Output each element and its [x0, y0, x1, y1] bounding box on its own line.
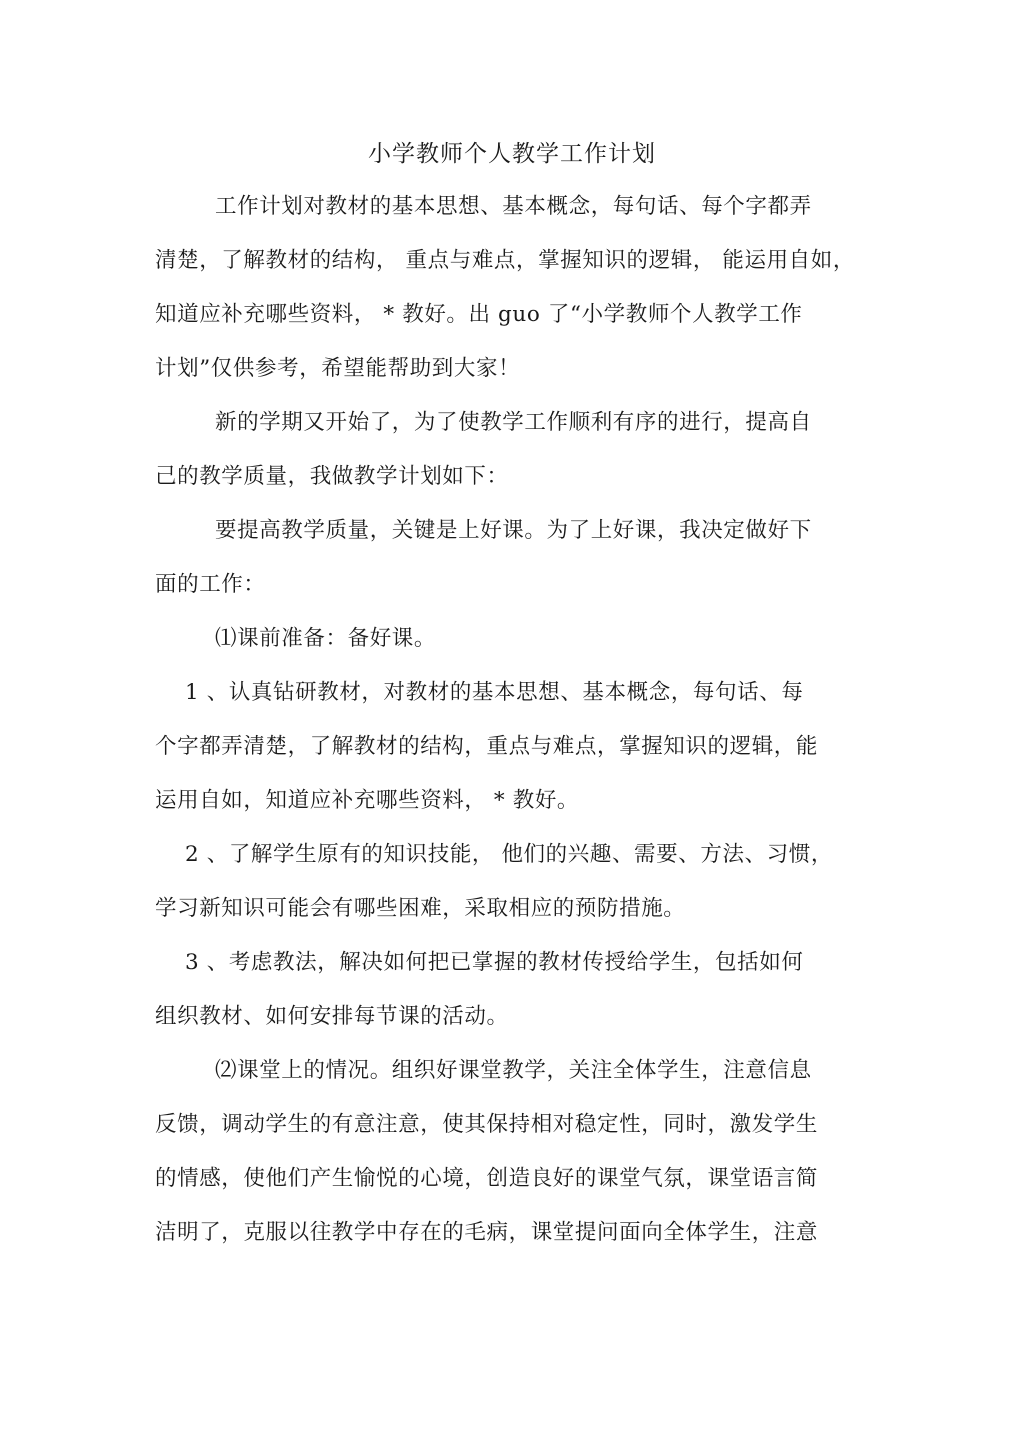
paragraph-line: 洁明了，克服以往教学中存在的毛病，课堂提问面向全体学生，注意 — [155, 1220, 819, 1245]
paragraph-line: 新的学期又开始了，为了使教学工作顺利有序的进行，提高自 — [215, 410, 812, 435]
list-item-line: 运用自如，知道应补充哪些资料， * 教好。 — [155, 788, 580, 813]
page-title: 小学教师个人教学工作计划 — [368, 141, 656, 167]
paragraph-line: 知道应补充哪些资料， * 教好。出 guo 了“小学教师个人教学工作 — [155, 302, 803, 327]
paragraph-line: 计划”仅供参考，希望能帮助到大家！ — [155, 356, 521, 381]
list-item-line: 个字都弄清楚，了解教材的结构，重点与难点，掌握知识的逻辑，能 — [155, 734, 819, 759]
paragraph-line: 工作计划对教材的基本思想、基本概念，每句话、每个字都弄 — [215, 194, 812, 219]
paragraph-line: 反馈，调动学生的有意注意，使其保持相对稳定性，同时，激发学生 — [155, 1112, 819, 1137]
paragraph-line: 面的工作： — [155, 572, 266, 597]
list-item-line: 1 、认真钻研教材，对教材的基本思想、基本概念，每句话、每 — [185, 680, 804, 705]
list-item-line: 3 、考虑教法，解决如何把已掌握的教材传授给学生，包括如何 — [185, 950, 804, 975]
list-item-line: 组织教材、如何安排每节课的活动。 — [155, 1004, 509, 1029]
section-heading: ⑴课前准备：备好课。 — [215, 626, 437, 651]
paragraph-line: 清楚，了解教材的结构， 重点与难点，掌握知识的逻辑， 能运用自如， — [155, 248, 855, 273]
list-item-line: 学习新知识可能会有哪些困难，采取相应的预防措施。 — [155, 896, 686, 921]
paragraph-line: 的情感，使他们产生愉悦的心境，创造良好的课堂气氛，课堂语言简 — [155, 1166, 819, 1191]
section-heading: ⑵课堂上的情况。组织好课堂教学，关注全体学生，注意信息 — [215, 1058, 812, 1083]
list-item-line: 2 、了解学生原有的知识技能， 他们的兴趣、需要、方法、习惯， — [185, 842, 833, 867]
paragraph-line: 己的教学质量，我做教学计划如下： — [155, 464, 509, 489]
paragraph-line: 要提高教学质量，关键是上好课。为了上好课，我决定做好下 — [215, 518, 812, 543]
